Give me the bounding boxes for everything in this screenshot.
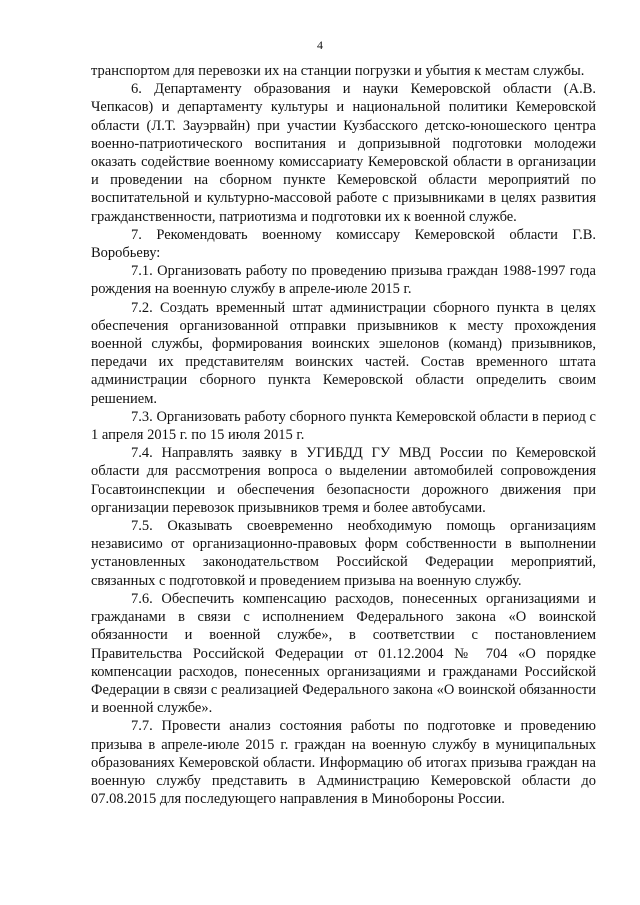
paragraph-continuation: транспортом для перевозки их на станции погрузки и убытия к местам службы. (91, 63, 585, 79)
paragraph-item-7-7: 7.7. Провести анализ состояния работы по подготовке и проведению призыва в апреле-июле 2015 г. граждан на военную службу в муниципальных образованиях Кемеровской области. Информацию об итогах призыва граждан на военную службу представить в Администрацию Кемеровской области до 07.08.2015 для последующего направления в Минобороны России. (91, 718, 596, 808)
paragraph-item-7: 7. Рекомендовать военному комиссару Кемеровской области Г.В. Воробьеву: (91, 226, 596, 262)
page-number: 4 (317, 38, 323, 52)
paragraph-item-7-3: 7.3. Организовать работу сборного пункта Кемеровской области в период с 1 апреля 2015 г. по 15 июля 2015 г. (91, 408, 596, 444)
document-body (91, 62, 596, 808)
paragraph-item-6: 6. Департаменту образования и науки Кемеровской области (А.В. Чепкасов) и департаменту культуры и национальной политики Кемеровской области (Л.Т. Зауэрвайн) при участии Кузбасского детско-юношеского центра военно-патриотического воспитания и допризывной подготовки молодежи оказать содействие военному комиссариату Кемеровской области в организации и проведении на сборном пункте Кемеровской области мероприятий по воспитательной и культурно-массовой работе с призывниками в целях развития гражданственности, патриотизма и подготовки их к военной службе. (91, 81, 596, 225)
paragraph-item-7-4: 7.4. Направлять заявку в УГИБДД ГУ МВД России по Кемеровской области для рассмотрения вопроса о выделении автомобилей сопровождения Госавтоинспекции и обеспечения безопасности дорожного движения при организации перевозок призывников тремя и более автобусами. (91, 445, 596, 516)
paragraph-item-7-6: 7.6. Обеспечить компенсацию расходов, понесенных организациями и гражданами в связи с исполнением Федерального закона «О воинской обязанности и военной службе», в соответствии с постановлением Правительства Российской Федерации от 01.12.2004 № 704 «О порядке компенсации расходов, понесенных организациями и гражданами Российской Федерации в связи с реализацией Федерального закона «О воинской обязанности и военной службе». (91, 590, 596, 717)
paragraph-item-7-1: 7.1. Организовать работу по проведению призыва граждан 1988-1997 года рождения на военную службу в апреле-июле 2015 г. (91, 263, 596, 298)
paragraph-item-7-2: 7.2. Создать временный штат администрации сборного пункта в целях обеспечения организованной отправки призывников к месту прохождения военной службы, формирования воинских эшелонов (команд) призывников, передачи их представителям воинских частей. Состав временного штата администрации сборного пункта Кемеровской области определить своим решением. (91, 299, 596, 407)
paragraph-item-7-5: 7.5. Оказывать своевременно необходимую помощь организациям независимо от организационно-правовых форм собственности в выполнении установленных законодательством Российской Федерации мероприятий, связанных с подготовкой и проведением призыва на военную службу. (91, 518, 596, 589)
